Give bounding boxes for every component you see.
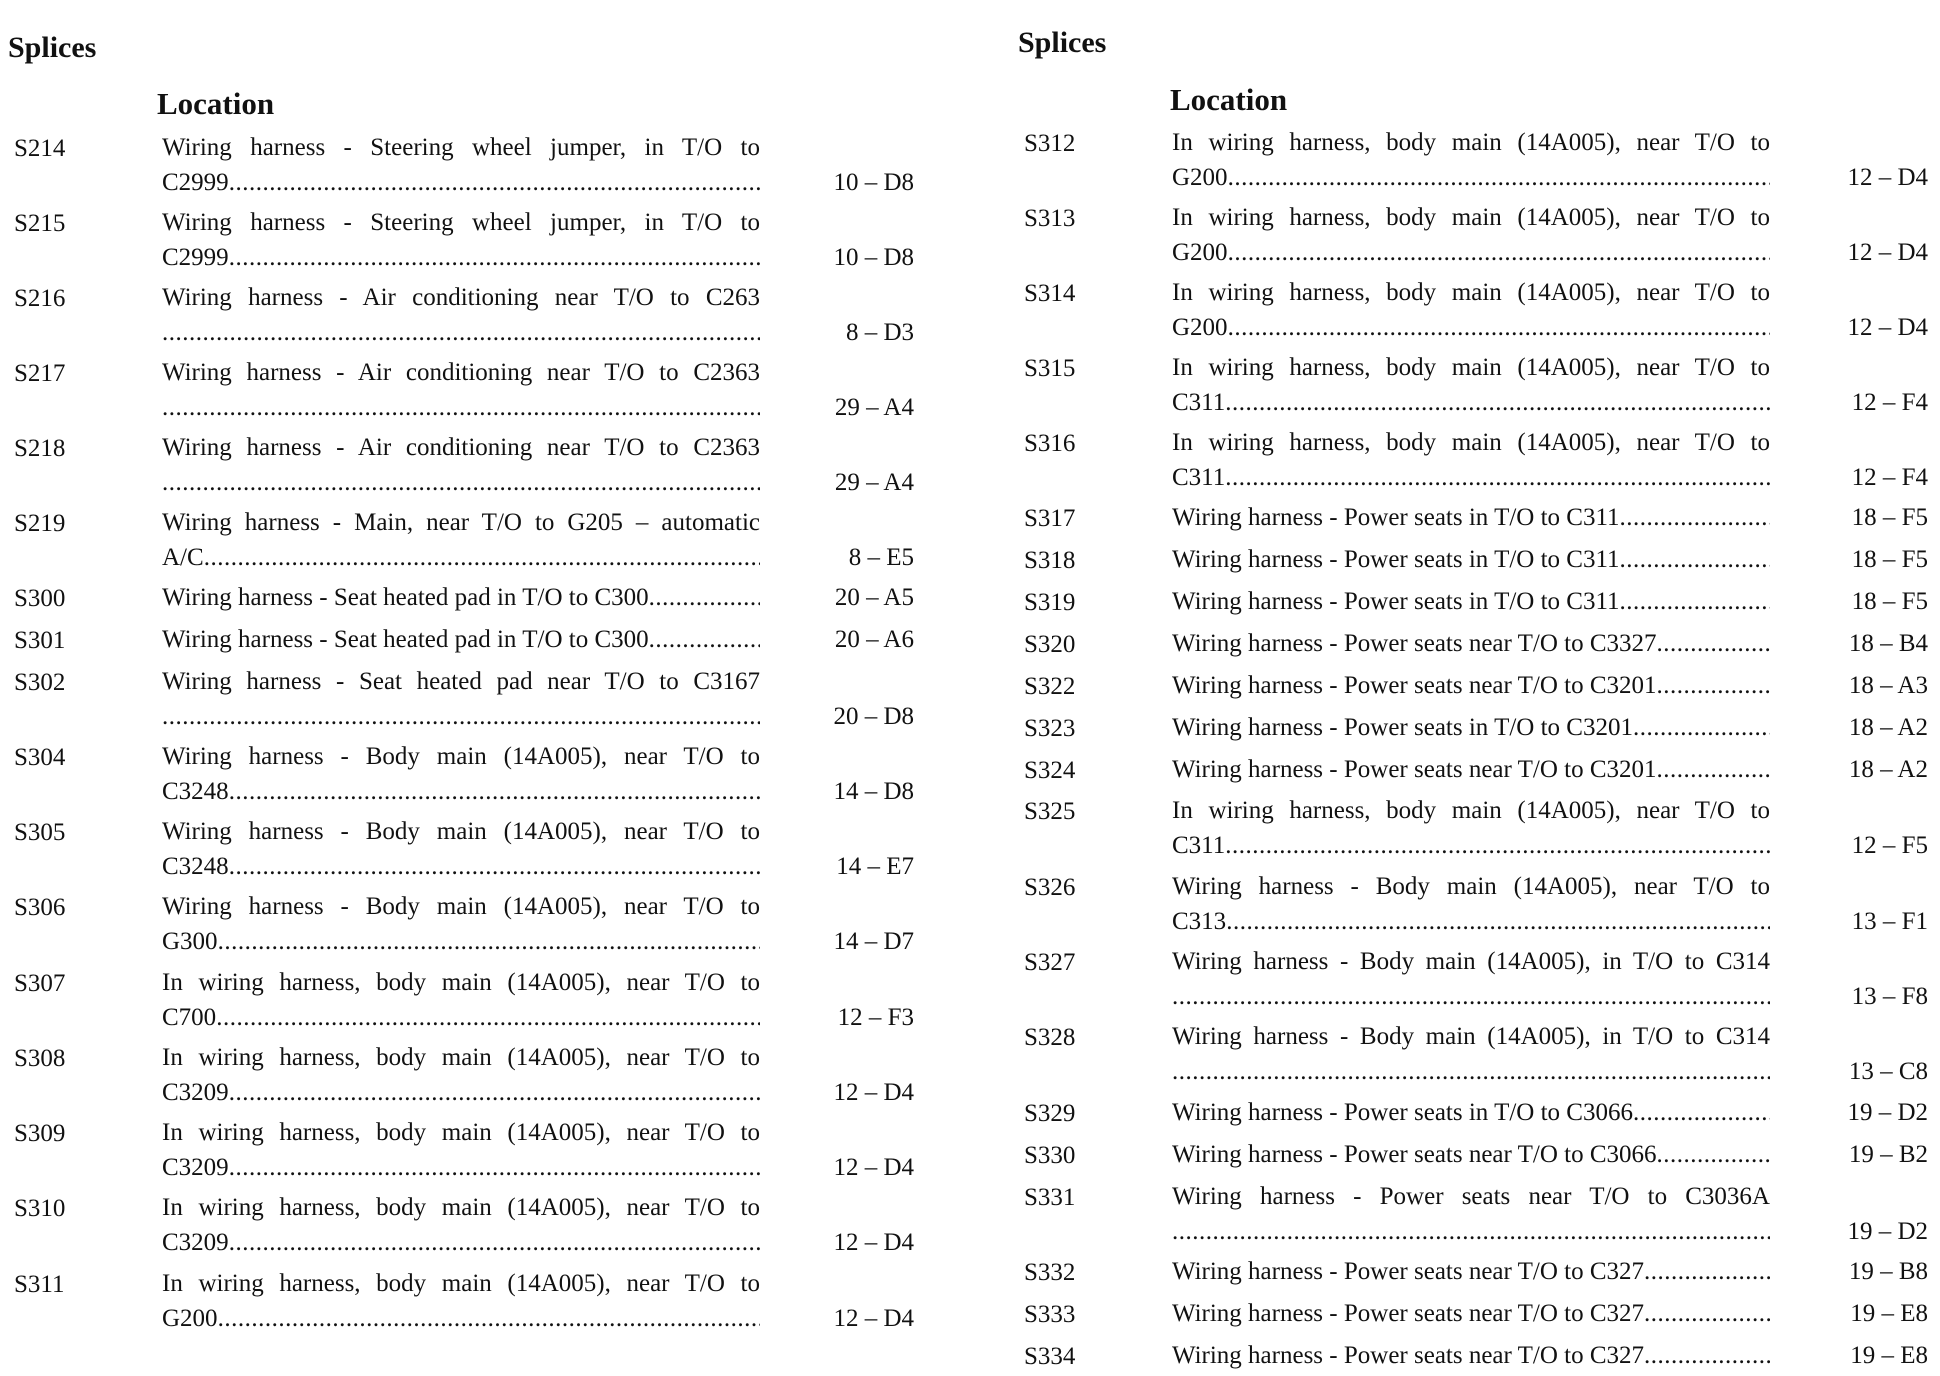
- location-text: In wiring harness, body main (14A005), near T/O to: [162, 1044, 760, 1071]
- location-header: Location: [1170, 82, 1288, 117]
- page-grid-ref: 8 – E5: [848, 544, 914, 571]
- location-text: Wiring harness - Body main (14A005), near T/O to: [162, 893, 760, 920]
- page-grid-ref: 19 – D2: [1847, 1218, 1928, 1245]
- dot-leader: [162, 390, 760, 425]
- dot-leader: [1225, 828, 1770, 863]
- splice-id: S324: [1024, 757, 1076, 784]
- page-grid-ref: 13 – C8: [1848, 1058, 1928, 1085]
- splice-location: [1172, 1179, 1770, 1249]
- splice-id: S315: [1024, 355, 1076, 382]
- splice-id: S305: [14, 819, 66, 846]
- splice-id: S310: [14, 1195, 66, 1222]
- dot-leader: [162, 315, 760, 350]
- splice-location: [162, 1266, 760, 1336]
- splice-id: S311: [14, 1271, 65, 1298]
- page-grid-ref: 12 – D4: [833, 1154, 914, 1181]
- splice-id: S323: [1024, 715, 1076, 742]
- dot-leader: [1172, 979, 1770, 1014]
- splice-id: S309: [14, 1120, 66, 1147]
- dot-leader: [1657, 752, 1770, 787]
- splice-location: [162, 664, 760, 734]
- location-text: C2999: [162, 169, 229, 196]
- page-grid-ref: 10 – D8: [833, 244, 914, 271]
- page-grid-ref: 20 – A5: [834, 584, 914, 611]
- location-text: Wiring harness - Power seats near T/O to C327: [1172, 1300, 1645, 1327]
- splice-location: [1172, 1019, 1770, 1089]
- location-text: In wiring harness, body main (14A005), near T/O to: [162, 1270, 760, 1297]
- page-grid-ref: 20 – D8: [833, 703, 914, 730]
- splice-id: S319: [1024, 589, 1076, 616]
- splice-id: S306: [14, 894, 66, 921]
- location-text: C2999: [162, 244, 229, 271]
- location-text: Wiring harness - Steering wheel jumper, in T/O to: [162, 209, 760, 236]
- dot-leader: [229, 165, 760, 200]
- location-text: In wiring harness, body main (14A005), near T/O to: [1172, 279, 1770, 306]
- location-text: Wiring harness - Power seats near T/O to C327: [1172, 1342, 1645, 1369]
- page-grid-ref: 19 – B2: [1848, 1141, 1928, 1168]
- dot-leader: [1644, 1296, 1770, 1331]
- splice-location: [1172, 350, 1770, 420]
- dot-leader: [1225, 460, 1770, 495]
- splice-location: [1172, 542, 1770, 577]
- location-text: G200: [1172, 164, 1228, 191]
- page-grid-ref: 12 – D4: [833, 1305, 914, 1332]
- page-grid-ref: 19 – E8: [1850, 1300, 1928, 1327]
- page-grid-ref: 14 – D7: [833, 928, 914, 955]
- location-text: Wiring harness - Body main (14A005), near T/O to: [1172, 873, 1770, 900]
- location-text: Wiring harness - Power seats near T/O to C3036A: [1172, 1183, 1770, 1210]
- dot-leader: [229, 240, 760, 275]
- location-text: C311: [1172, 464, 1226, 491]
- location-text: In wiring harness, body main (14A005), near T/O to: [1172, 129, 1770, 156]
- location-text: Wiring harness - Power seats in T/O to C3066: [1172, 1099, 1633, 1126]
- splice-location: [162, 1115, 760, 1185]
- location-text: In wiring harness, body main (14A005), near T/O to: [1172, 797, 1770, 824]
- splice-id: S328: [1024, 1024, 1076, 1051]
- page-grid-ref: 18 – A3: [1848, 672, 1928, 699]
- dot-leader: [229, 774, 760, 809]
- splice-id: S332: [1024, 1259, 1076, 1286]
- splice-location: [1172, 668, 1770, 703]
- dot-leader: [229, 1225, 760, 1260]
- splice-location: [1172, 425, 1770, 495]
- splices-heading: Splices: [1018, 26, 1107, 59]
- splice-id: S313: [1024, 205, 1076, 232]
- dot-leader: [1657, 626, 1770, 661]
- page-grid-ref: 12 – F3: [837, 1004, 914, 1031]
- location-text: Wiring harness - Air conditioning near T/O to C263: [162, 284, 760, 311]
- splice-id: S216: [14, 285, 66, 312]
- dot-leader: [1172, 1054, 1770, 1089]
- splice-id: S302: [14, 669, 66, 696]
- splice-location: [162, 430, 760, 500]
- dot-leader: [1620, 500, 1770, 535]
- page-grid-ref: 12 – D4: [1847, 164, 1928, 191]
- location-text: Wiring harness - Power seats near T/O to C3066: [1172, 1141, 1657, 1168]
- dot-leader: [1633, 710, 1770, 745]
- splice-id: S312: [1024, 130, 1076, 157]
- splice-location: [1172, 125, 1770, 195]
- splice-location: [1172, 944, 1770, 1014]
- location-text: Wiring harness - Body main (14A005), near T/O to: [162, 818, 760, 845]
- splice-location: [1172, 626, 1770, 661]
- page-grid-ref: 18 – F5: [1851, 588, 1928, 615]
- location-text: Wiring harness - Air conditioning near T/O to C2363: [162, 434, 760, 461]
- splice-location: [162, 889, 760, 959]
- dot-leader: [1633, 1095, 1770, 1130]
- page-grid-ref: 12 – F5: [1851, 832, 1928, 859]
- splice-id: S219: [14, 510, 66, 537]
- page-grid-ref: 19 – B8: [1848, 1258, 1928, 1285]
- splice-location: [162, 1040, 760, 1110]
- location-text: Wiring harness - Power seats in T/O to C311: [1172, 546, 1620, 573]
- location-text: Wiring harness - Power seats in T/O to C311: [1172, 588, 1620, 615]
- dot-leader: [1228, 235, 1770, 270]
- location-text: Wiring harness - Body main (14A005), near T/O to: [162, 743, 760, 770]
- splice-location: [1172, 1137, 1770, 1172]
- location-text: A/C: [162, 544, 204, 571]
- page-grid-ref: 13 – F1: [1851, 908, 1928, 935]
- page-grid-ref: 12 – D4: [833, 1229, 914, 1256]
- page-grid-ref: 12 – F4: [1851, 464, 1928, 491]
- page-grid-ref: 29 – A4: [834, 394, 914, 421]
- location-text: C3209: [162, 1079, 229, 1106]
- location-header: Location: [157, 86, 275, 121]
- location-text: C311: [1172, 832, 1226, 859]
- splice-location: [1172, 752, 1770, 787]
- location-text: C3248: [162, 853, 229, 880]
- location-text: C700: [162, 1004, 217, 1031]
- location-text: Wiring harness - Power seats near T/O to C3201: [1172, 756, 1657, 783]
- splice-location: [162, 205, 760, 275]
- location-text: Wiring harness - Main, near T/O to G205 – automatic: [162, 509, 760, 536]
- splice-location: [1172, 200, 1770, 270]
- page-grid-ref: 18 – B4: [1848, 630, 1928, 657]
- splice-id: S300: [14, 585, 66, 612]
- splice-location: [162, 965, 760, 1035]
- location-text: C3248: [162, 778, 229, 805]
- dot-leader: [1620, 584, 1770, 619]
- splice-id: S334: [1024, 1343, 1076, 1370]
- splice-id: S314: [1024, 280, 1076, 307]
- splice-id: S317: [1024, 505, 1076, 532]
- dot-leader: [162, 465, 760, 500]
- splice-id: S331: [1024, 1184, 1076, 1211]
- location-text: G200: [162, 1305, 218, 1332]
- page-grid-ref: 12 – D4: [833, 1079, 914, 1106]
- splice-location: [1172, 584, 1770, 619]
- splice-id: S316: [1024, 430, 1076, 457]
- dot-leader: [1172, 1214, 1770, 1249]
- page-grid-ref: 12 – D4: [1847, 239, 1928, 266]
- splice-location: [1172, 500, 1770, 535]
- dot-leader: [218, 1301, 760, 1336]
- splice-id: S318: [1024, 547, 1076, 574]
- page-grid-ref: 18 – A2: [1848, 714, 1928, 741]
- splice-id: S322: [1024, 673, 1076, 700]
- location-text: In wiring harness, body main (14A005), near T/O to: [1172, 429, 1770, 456]
- splice-id: S308: [14, 1045, 66, 1072]
- page-grid-ref: 18 – A2: [1848, 756, 1928, 783]
- location-text: Wiring harness - Power seats near T/O to C3327: [1172, 630, 1657, 657]
- splice-location: [162, 580, 760, 615]
- location-text: In wiring harness, body main (14A005), near T/O to: [162, 1119, 760, 1146]
- location-text: In wiring harness, body main (14A005), near T/O to: [1172, 204, 1770, 231]
- dot-leader: [204, 540, 760, 575]
- splice-id: S217: [14, 360, 66, 387]
- splice-id: S218: [14, 435, 66, 462]
- splice-location: [1172, 275, 1770, 345]
- dot-leader: [216, 1000, 760, 1035]
- location-text: Wiring harness - Power seats near T/O to C3201: [1172, 672, 1657, 699]
- splice-location: [1172, 1095, 1770, 1130]
- location-text: Wiring harness - Air conditioning near T/O to C2363: [162, 359, 760, 386]
- dot-leader: [162, 699, 760, 734]
- splice-location: [162, 1190, 760, 1260]
- location-text: C311: [1172, 389, 1226, 416]
- location-text: In wiring harness, body main (14A005), near T/O to: [1172, 354, 1770, 381]
- splice-location: [1172, 710, 1770, 745]
- location-text: G200: [1172, 314, 1228, 341]
- dot-leader: [1657, 1137, 1770, 1172]
- dot-leader: [649, 622, 760, 657]
- location-text: C3209: [162, 1229, 229, 1256]
- location-text: Wiring harness - Seat heated pad near T/O to C3167: [162, 668, 760, 695]
- dot-leader: [1228, 310, 1770, 345]
- splice-id: S215: [14, 210, 66, 237]
- page-grid-ref: 14 – D8: [833, 778, 914, 805]
- dot-leader: [1644, 1338, 1770, 1373]
- splice-id: S329: [1024, 1100, 1076, 1127]
- location-text: G200: [1172, 239, 1228, 266]
- splice-location: [162, 505, 760, 575]
- page-grid-ref: 18 – F5: [1851, 546, 1928, 573]
- splice-location: [1172, 1296, 1770, 1331]
- splice-location: [162, 355, 760, 425]
- page-grid-ref: 8 – D3: [845, 319, 914, 346]
- location-text: Wiring harness - Body main (14A005), in T/O to C314: [1172, 948, 1770, 975]
- splice-id: S320: [1024, 631, 1076, 658]
- location-text: C313: [1172, 908, 1227, 935]
- dot-leader: [218, 924, 760, 959]
- splice-id: S214: [14, 135, 66, 162]
- splice-id: S330: [1024, 1142, 1076, 1169]
- location-text: Wiring harness - Power seats in T/O to C3201: [1172, 714, 1633, 741]
- dot-leader: [1228, 160, 1770, 195]
- splice-id: S333: [1024, 1301, 1076, 1328]
- location-text: In wiring harness, body main (14A005), near T/O to: [162, 969, 760, 996]
- location-text: Wiring harness - Seat heated pad in T/O to C300: [162, 584, 649, 611]
- splice-location: [162, 814, 760, 884]
- splice-location: [162, 280, 760, 350]
- dot-leader: [1620, 542, 1770, 577]
- page-grid-ref: 29 – A4: [834, 469, 914, 496]
- location-text: Wiring harness - Power seats in T/O to C311: [1172, 504, 1620, 531]
- splice-id: S327: [1024, 949, 1076, 976]
- location-text: C3209: [162, 1154, 229, 1181]
- splice-location: [1172, 1338, 1770, 1373]
- splice-id: S304: [14, 744, 66, 771]
- splice-location: [1172, 869, 1770, 939]
- splices-heading: Splices: [8, 31, 97, 64]
- page-grid-ref: 19 – D2: [1847, 1099, 1928, 1126]
- location-text: G300: [162, 928, 218, 955]
- page-grid-ref: 12 – D4: [1847, 314, 1928, 341]
- splice-id: S301: [14, 627, 66, 654]
- location-text: In wiring harness, body main (14A005), near T/O to: [162, 1194, 760, 1221]
- page-grid-ref: 20 – A6: [834, 626, 914, 653]
- splice-location: [1172, 1254, 1770, 1289]
- page-grid-ref: 14 – E7: [836, 853, 914, 880]
- splice-location: [162, 130, 760, 200]
- page-grid-ref: 10 – D8: [833, 169, 914, 196]
- splice-location: [1172, 793, 1770, 863]
- page-grid-ref: 18 – F5: [1851, 504, 1928, 531]
- page-grid-ref: 13 – F8: [1851, 983, 1928, 1010]
- location-text: Wiring harness - Body main (14A005), in T/O to C314: [1172, 1023, 1770, 1050]
- location-text: Wiring harness - Power seats near T/O to C327: [1172, 1258, 1645, 1285]
- page-grid-ref: 12 – F4: [1851, 389, 1928, 416]
- dot-leader: [1226, 904, 1770, 939]
- dot-leader: [229, 1150, 760, 1185]
- dot-leader: [1225, 385, 1770, 420]
- splice-id: S325: [1024, 798, 1076, 825]
- page-grid-ref: 19 – E8: [1850, 1342, 1928, 1369]
- splice-location: [162, 739, 760, 809]
- dot-leader: [229, 849, 760, 884]
- dot-leader: [229, 1075, 760, 1110]
- splice-id: S326: [1024, 874, 1076, 901]
- splice-id: S307: [14, 970, 66, 997]
- location-text: Wiring harness - Steering wheel jumper, in T/O to: [162, 134, 760, 161]
- location-text: Wiring harness - Seat heated pad in T/O to C300: [162, 626, 649, 653]
- dot-leader: [1657, 668, 1770, 703]
- dot-leader: [649, 580, 760, 615]
- splice-location: [162, 622, 760, 657]
- dot-leader: [1644, 1254, 1770, 1289]
